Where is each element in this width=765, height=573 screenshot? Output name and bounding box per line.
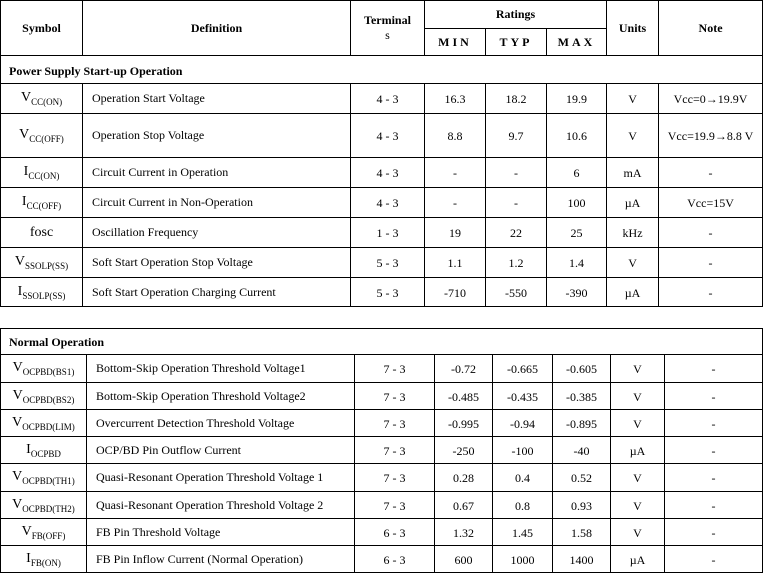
definition-cell: Bottom-Skip Operation Threshold Voltage2: [87, 383, 355, 410]
terminal-cell: 7 - 3: [355, 437, 435, 464]
symbol-main: I: [23, 164, 29, 180]
symbol-main: V: [12, 414, 23, 430]
definition-cell: FB Pin Inflow Current (Normal Operation): [87, 546, 355, 573]
unit-cell: V: [611, 383, 665, 410]
symbol-main: V: [14, 254, 26, 270]
symbol-main: V: [19, 127, 30, 143]
symbol-subscript: OCPBD(BS2): [22, 394, 75, 405]
unit-cell: V: [611, 492, 665, 519]
note-cell: -: [665, 519, 763, 546]
symbol-subscript: CC(ON): [28, 170, 60, 181]
note-cell: -: [659, 158, 763, 188]
note-cell: -: [659, 218, 763, 248]
min-cell: -: [425, 158, 486, 188]
min-cell: 1.32: [435, 519, 493, 546]
symbol-main: V: [12, 360, 23, 376]
header-symbol: Symbol: [1, 1, 83, 56]
symbol-cell: [1, 410, 87, 437]
table-row: [1, 188, 763, 218]
header-terminals-line1: Terminal: [364, 13, 411, 27]
terminal-cell: 6 - 3: [355, 546, 435, 573]
typ-cell: 1.45: [493, 519, 553, 546]
terminal-cell: 4 - 3: [351, 114, 425, 158]
terminal-cell: 7 - 3: [355, 410, 435, 437]
terminal-cell: 7 - 3: [355, 355, 435, 383]
symbol-main: fosc: [29, 224, 54, 240]
unit-cell: µA: [607, 188, 659, 218]
table-row: [1, 218, 763, 248]
table-row: [1, 519, 763, 546]
min-cell: -: [425, 188, 486, 218]
note-cell: -: [659, 278, 763, 307]
symbol-subscript: OCPBD: [30, 448, 61, 459]
min-cell: 1.1: [425, 248, 486, 278]
header-terminals: [351, 1, 425, 56]
typ-cell: 1000: [493, 546, 553, 573]
note-cell: -: [665, 355, 763, 383]
terminal-cell: 4 - 3: [351, 158, 425, 188]
definition-cell: Operation Start Voltage: [83, 84, 351, 114]
symbol-cell: [1, 218, 83, 248]
max-cell: -390: [547, 278, 607, 307]
typ-cell: -0.435: [493, 383, 553, 410]
table-row: [1, 464, 763, 492]
note-cell: -: [665, 464, 763, 492]
table-row: [1, 383, 763, 410]
symbol-cell: [1, 546, 87, 573]
section-body-startup: [1, 84, 763, 307]
spec-table-normal: [0, 328, 763, 573]
unit-cell: V: [611, 464, 665, 492]
max-cell: 1.58: [553, 519, 611, 546]
definition-cell: Quasi-Resonant Operation Threshold Voltage 1: [87, 464, 355, 492]
symbol-cell: [1, 437, 87, 464]
unit-cell: V: [611, 355, 665, 383]
section-title-startup: Power Supply Start-up Operation: [1, 56, 763, 84]
symbol-main: V: [12, 387, 23, 403]
header-typ: TYP: [486, 29, 547, 56]
definition-cell: Oscillation Frequency: [83, 218, 351, 248]
symbol-main: I: [21, 194, 27, 210]
max-cell: 19.9: [547, 84, 607, 114]
max-cell: -0.605: [553, 355, 611, 383]
terminal-cell: 4 - 3: [351, 188, 425, 218]
max-cell: -0.895: [553, 410, 611, 437]
terminal-cell: 7 - 3: [355, 464, 435, 492]
header-max: MAX: [547, 29, 607, 56]
unit-cell: mA: [607, 158, 659, 188]
table-row: [1, 84, 763, 114]
min-cell: 0.67: [435, 492, 493, 519]
table-row: [1, 355, 763, 383]
symbol-subscript: FB(ON): [30, 557, 61, 568]
max-cell: -0.385: [553, 383, 611, 410]
definition-cell: Circuit Current in Operation: [83, 158, 351, 188]
header-ratings: Ratings: [425, 1, 607, 29]
min-cell: -0.485: [435, 383, 493, 410]
terminal-cell: 5 - 3: [351, 278, 425, 307]
typ-cell: -100: [493, 437, 553, 464]
definition-cell: Operation Stop Voltage: [83, 114, 351, 158]
typ-cell: -: [486, 158, 547, 188]
max-cell: 0.52: [553, 464, 611, 492]
symbol-subscript: SSOLP(SS): [22, 290, 66, 301]
symbol-main: V: [21, 523, 32, 539]
header-definition: Definition: [83, 1, 351, 56]
unit-cell: V: [607, 84, 659, 114]
terminal-cell: 7 - 3: [355, 383, 435, 410]
note-cell: Vcc=15V: [659, 188, 763, 218]
note-cell: -: [665, 383, 763, 410]
section-title-normal: Normal Operation: [1, 329, 763, 355]
symbol-main: I: [26, 550, 31, 566]
symbol-subscript: CC(OFF): [26, 200, 62, 211]
note-cell: Vcc=19.9→8.8 V: [659, 114, 763, 158]
note-cell: -: [665, 437, 763, 464]
min-cell: 8.8: [425, 114, 486, 158]
symbol-main: I: [17, 283, 23, 299]
terminal-cell: 4 - 3: [351, 84, 425, 114]
definition-cell: Soft Start Operation Charging Current: [83, 278, 351, 307]
table-row: [1, 158, 763, 188]
table-row: [1, 248, 763, 278]
max-cell: 6: [547, 158, 607, 188]
definition-cell: Quasi-Resonant Operation Threshold Voltage 2: [87, 492, 355, 519]
min-cell: 16.3: [425, 84, 486, 114]
definition-cell: FB Pin Threshold Voltage: [87, 519, 355, 546]
note-cell: -: [665, 410, 763, 437]
max-cell: 1.4: [547, 248, 607, 278]
unit-cell: V: [607, 248, 659, 278]
min-cell: 19: [425, 218, 486, 248]
definition-cell: OCP/BD Pin Outflow Current: [87, 437, 355, 464]
max-cell: 25: [547, 218, 607, 248]
symbol-cell: [1, 248, 83, 278]
table-row: [1, 437, 763, 464]
min-cell: 0.28: [435, 464, 493, 492]
symbol-subscript: OCPBD(BS1): [22, 366, 75, 377]
unit-cell: kHz: [607, 218, 659, 248]
max-cell: 0.93: [553, 492, 611, 519]
min-cell: 600: [435, 546, 493, 573]
typ-cell: 1.2: [486, 248, 547, 278]
table-row: [1, 410, 763, 437]
table-row: [1, 114, 763, 158]
unit-cell: V: [611, 410, 665, 437]
note-cell: -: [659, 248, 763, 278]
symbol-subscript: FB(OFF): [31, 530, 66, 541]
unit-cell: V: [611, 519, 665, 546]
typ-cell: -: [486, 188, 547, 218]
symbol-cell: [1, 84, 83, 114]
typ-cell: 9.7: [486, 114, 547, 158]
min-cell: -0.72: [435, 355, 493, 383]
definition-cell: Circuit Current in Non-Operation: [83, 188, 351, 218]
unit-cell: µA: [607, 278, 659, 307]
header-units: Units: [607, 1, 659, 56]
symbol-subscript: SSOLP(SS): [25, 260, 69, 271]
symbol-cell: [1, 158, 83, 188]
table-row: [1, 546, 763, 573]
definition-cell: Bottom-Skip Operation Threshold Voltage1: [87, 355, 355, 383]
table-row: [1, 492, 763, 519]
terminal-cell: 7 - 3: [355, 492, 435, 519]
symbol-cell: [1, 114, 83, 158]
symbol-cell: [1, 188, 83, 218]
min-cell: -710: [425, 278, 486, 307]
typ-cell: 18.2: [486, 84, 547, 114]
symbol-cell: [1, 355, 87, 383]
note-cell: -: [665, 546, 763, 573]
definition-cell: Soft Start Operation Stop Voltage: [83, 248, 351, 278]
unit-cell: V: [607, 114, 659, 158]
terminal-cell: 6 - 3: [355, 519, 435, 546]
typ-cell: -0.665: [493, 355, 553, 383]
symbol-subscript: CC(ON): [31, 96, 63, 107]
symbol-main: V: [20, 90, 32, 106]
max-cell: 10.6: [547, 114, 607, 158]
symbol-cell: [1, 519, 87, 546]
max-cell: -40: [553, 437, 611, 464]
terminal-cell: 5 - 3: [351, 248, 425, 278]
symbol-subscript: OCPBD(TH2): [22, 503, 75, 514]
typ-cell: 0.8: [493, 492, 553, 519]
symbol-main: V: [12, 496, 23, 512]
symbol-cell: [1, 492, 87, 519]
symbol-subscript: OCPBD(TH1): [22, 475, 75, 486]
unit-cell: µA: [611, 437, 665, 464]
symbol-subscript: CC(OFF): [29, 133, 64, 144]
symbol-main: V: [12, 469, 23, 485]
symbol-cell: [1, 383, 87, 410]
header-note: Note: [659, 1, 763, 56]
typ-cell: -0.94: [493, 410, 553, 437]
symbol-subscript: OCPBD(LIM): [22, 421, 75, 432]
symbol-main: I: [26, 441, 31, 457]
header-min: MIN: [425, 29, 486, 56]
unit-cell: µA: [611, 546, 665, 573]
header-terminals-line2: s: [385, 28, 390, 42]
symbol-cell: [1, 278, 83, 307]
max-cell: 1400: [553, 546, 611, 573]
min-cell: -0.995: [435, 410, 493, 437]
max-cell: 100: [547, 188, 607, 218]
min-cell: -250: [435, 437, 493, 464]
note-cell: Vcc=0→19.9V: [659, 84, 763, 114]
terminal-cell: 1 - 3: [351, 218, 425, 248]
typ-cell: -550: [486, 278, 547, 307]
typ-cell: 0.4: [493, 464, 553, 492]
definition-cell: Overcurrent Detection Threshold Voltage: [87, 410, 355, 437]
typ-cell: 22: [486, 218, 547, 248]
note-cell: -: [665, 492, 763, 519]
symbol-cell: [1, 464, 87, 492]
table-row: [1, 278, 763, 307]
section-body-normal: [1, 355, 763, 573]
